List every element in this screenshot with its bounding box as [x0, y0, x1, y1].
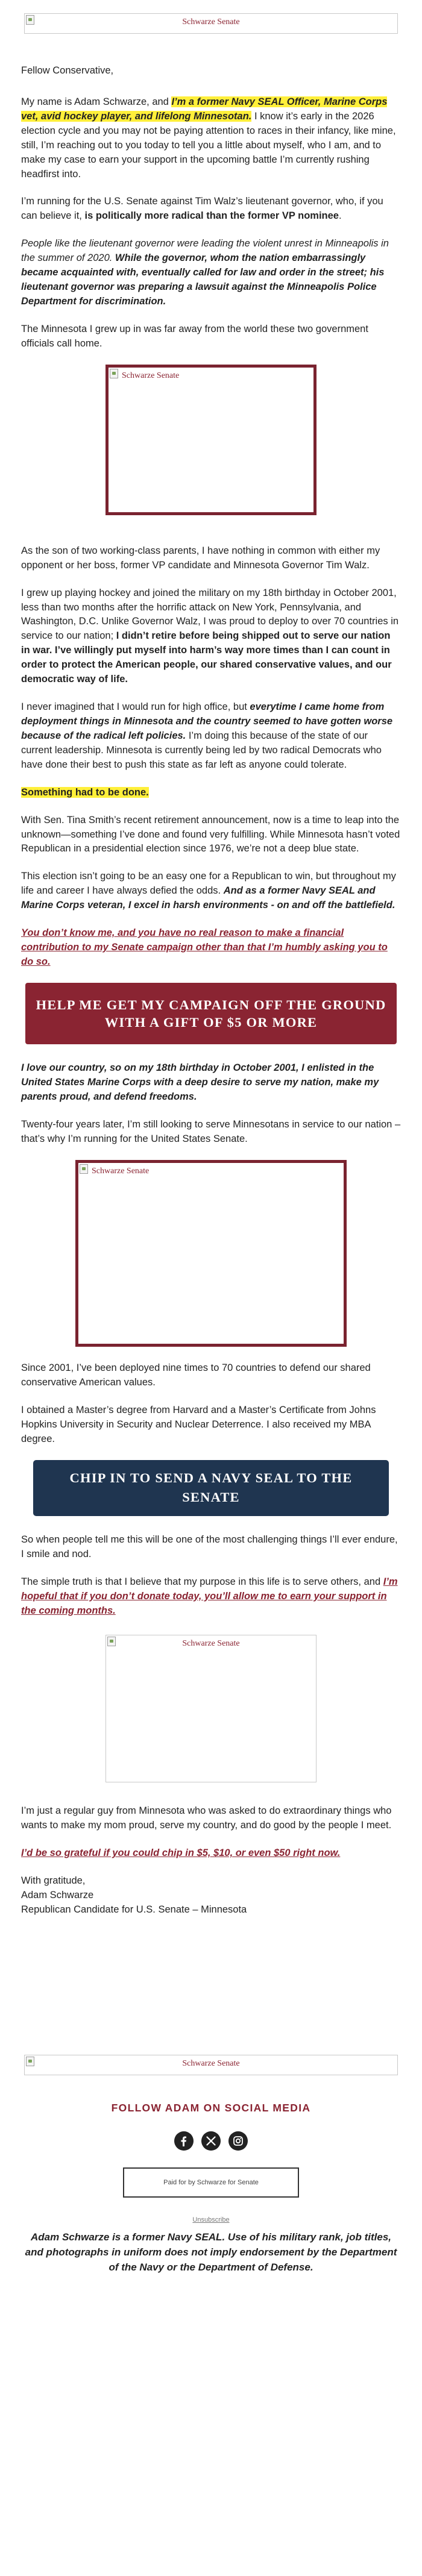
paid-for-box: Paid for by Schwarze for Senate: [123, 2167, 299, 2198]
grew-up-paragraph: The Minnesota I grew up in was far away from the world these two government officials call home.: [21, 323, 368, 349]
instagram-icon[interactable]: [228, 2131, 248, 2151]
easy-paragraph: This election isn’t going to be an easy one for a Republican to win, but throughout my life and career I have always defied the odds. And as a former Navy SEAL and Marine Corps veteran, I excel in harsh environments - on and off the battlefield.: [21, 871, 396, 911]
donate-5-button[interactable]: HELP ME GET MY CAMPAIGN OFF THE GROUND WITH A GIFT OF $5 OR MORE: [25, 983, 397, 1045]
military-disclaimer: Adam Schwarze is a former Navy SEAL. Use of his military rank, job titles, and photographs in uniform does not imply endorsement by the Department of the Navy or the Department of Defense.: [25, 2231, 397, 2273]
candidate-photo-2: Schwarze Senate: [75, 1160, 347, 1347]
grateful-paragraph: [21, 1846, 401, 1861]
x-icon[interactable]: [201, 2131, 221, 2151]
hockey-paragraph: I grew up playing hockey and joined the military on my 18th birthday in October 2001, less than two months after the horrific attack on New York, Pennsylvania, and Washington, D.C. Unlike Governor Walz, I was proud to deploy to over 70 countries in service to our nation; I didn’t retire before being shipped out to serve our nation in war. I’ve willingly put myself into harm’s way more times than I can count in order to protect the American people, our shared conservative values, and our democratic way of life.: [21, 587, 399, 685]
degrees-paragraph: I obtained a Master’s degree from Harvard and a Master’s Certificate from Johns Hopkins University in Security and Nuclear Deterrence. I also received my MBA degree.: [21, 1404, 376, 1444]
intro-highlight: I’m a former Navy SEAL Officer, Marine Corps vet, avid hockey player, and lifelong Minnesotan.: [21, 96, 388, 122]
challenging-paragraph: So when people tell me this will be one of the most challenging things I’ll ever endure, I smile and nod.: [21, 1534, 398, 1559]
signature-block: [21, 1874, 401, 1917]
candidate-photo-1: Schwarze Senate: [106, 365, 316, 515]
dont-know-donate-link[interactable]: You don’t know me, and you have no real reason to make a financial contribution to my Senate campaign other than that I’m humbly asking you to do so.: [21, 927, 388, 967]
broken-image-icon: [110, 369, 118, 378]
dont-know-paragraph: [21, 926, 401, 970]
deployed-paragraph: Since 2001, I’ve been deployed nine times to 70 countries to defend our shared conservative American values.: [21, 1362, 371, 1388]
purpose-paragraph: The simple truth is that I believe that my purpose in this life is to serve others, and I’m hopeful that if you don’t donate today, you’ll allow me to earn your support in the coming months.: [21, 1576, 398, 1616]
candidate-photo-3: Schwarze Senate: [106, 1635, 316, 1782]
love-country-paragraph: I love our country, so on my 18th birthday in October 2001, I enlisted in the United States Marine Corps with a deep desire to serve my nation, make my parents proud, and defend freedoms.: [21, 1062, 379, 1103]
riots-paragraph: People like the lieutenant governor were leading the violent unrest in Minneapolis in the summer of 2020. While the governor, whom the nation embarrassingly became acquainted with, eventually called for law and order in the street; his lieutenant governor was preparing a lawsuit against the Minneapolis Police Department for discrimination.: [21, 238, 389, 307]
working-class-paragraph: As the son of two working-class parents, I have nothing in common with either my opponent or her boss, former VP candidate and Minnesota Governor Tim Walz.: [21, 545, 380, 571]
smith-paragraph: With Sen. Tina Smith’s recent retirement announcement, now is a time to leap into the unknown—something I’ve done and found very fulfilling. While Minnesota hasn’t voted Republican in a presidential election since 1976, we’re not a deep blue state.: [21, 814, 400, 854]
salutation: Fellow Conservative,: [21, 65, 114, 76]
regular-guy-paragraph: I’m just a regular guy from Minnesota who was asked to do extraordinary things who wants to make my mom proud, serve my country, and do good by the people I meet.: [21, 1805, 392, 1831]
twenty-four-paragraph: Twenty-four years later, I’m still looking to serve Minnesotans in service to our nation – that’s why I’m running for the United States Senate.: [21, 1119, 401, 1145]
signature-title: Republican Candidate for U.S. Senate – Minnesota: [21, 1904, 247, 1916]
intro-paragraph: My name is Adam Schwarze, and I’m a former Navy SEAL Officer, Marine Corps vet, avid hockey player, and lifelong Minnesotan. I know it’s early in the 2026 election cycle and you may not be paying attention to races in their infancy, like mine, still, I’m reaching out to you today to tell you a little about myself, who I am, and to make my case to earn your support in the upcoming battle I’m currently rushing headfirst into.: [21, 96, 396, 180]
signature-name: Adam Schwarze: [21, 1890, 94, 1901]
running-paragraph: I’m running for the U.S. Senate against Tim Walz’s lieutenant governor, who, if you can believe it, is politically more radical than the former VP nominee.: [21, 196, 383, 222]
footer-logo-image: Schwarze Senate: [24, 2055, 398, 2075]
something-paragraph: Something had to be done.: [21, 786, 149, 798]
grateful-donate-link[interactable]: I’d be so grateful if you could chip in $5, $10, or even $50 right now.: [21, 1847, 341, 1859]
send-navy-seal-button[interactable]: CHIP IN TO SEND A NAVY SEAL TO THE SENATE: [33, 1460, 389, 1516]
header-logo-alt: Schwarze Senate: [182, 17, 240, 27]
purpose-donate-link[interactable]: I’m hopeful that if you don’t donate today, you’ll allow me to earn your support in the coming months.: [21, 1576, 398, 1616]
imagined-paragraph: I never imagined that I would run for high office, but everytime I came home from deployment things in Minnesota and the country seemed to have gotten worse because of the radical left policies. I’m doing this because of the state of our current leadership. Minnesota is currently being led by two radical Democrats who have done their best to push this state as far left as anyone could tolerate.: [21, 701, 393, 770]
social-title: FOLLOW ADAM ON SOCIAL MEDIA: [111, 2101, 311, 2114]
broken-image-icon: [80, 1164, 88, 1174]
letter-body: [21, 64, 401, 1917]
header-logo-image: [24, 13, 398, 34]
facebook-icon[interactable]: [174, 2131, 194, 2151]
social-links: [0, 2131, 422, 2151]
unsubscribe-link[interactable]: Unsubscribe: [192, 2216, 230, 2224]
signoff: With gratitude,: [21, 1875, 86, 1887]
